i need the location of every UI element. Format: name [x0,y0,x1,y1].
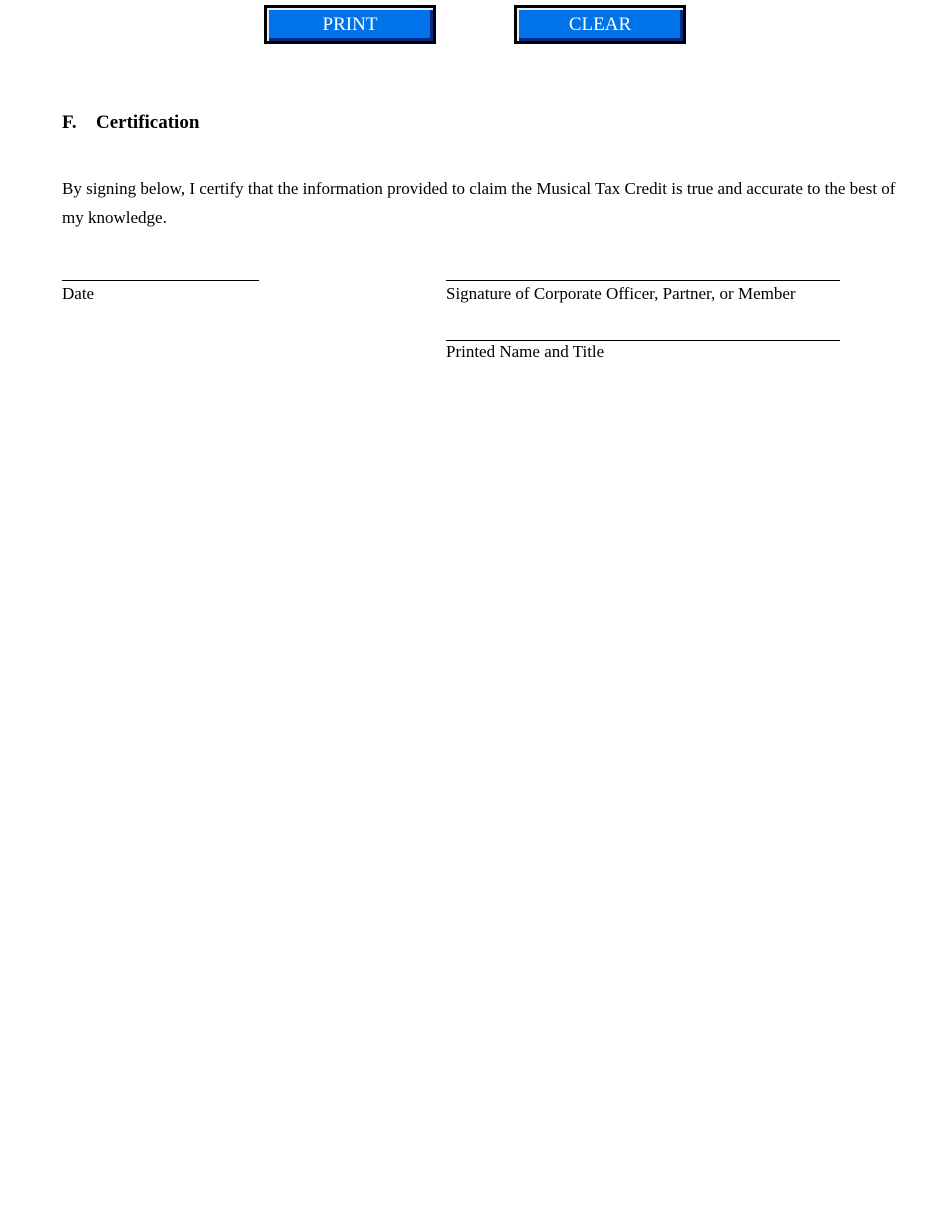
signature-field-line[interactable] [446,280,840,281]
printed-name-field-line[interactable] [446,340,840,341]
print-button[interactable]: PRINT [264,5,436,44]
certification-statement: By signing below, I certify that the information provided to claim the Musical Tax Credit is true and accurate to the best of my knowledge. [62,179,896,227]
date-field-line[interactable] [62,280,259,281]
clear-button[interactable]: CLEAR [514,5,686,44]
section-heading [62,112,199,134]
printed-name-label: Printed Name and Title [446,342,605,361]
signature-label: Signature of Corporate Officer, Partner, or Member [446,284,796,303]
section-letter: F. [62,112,77,133]
date-label: Date [62,284,95,303]
section-title: Certification [96,112,200,133]
